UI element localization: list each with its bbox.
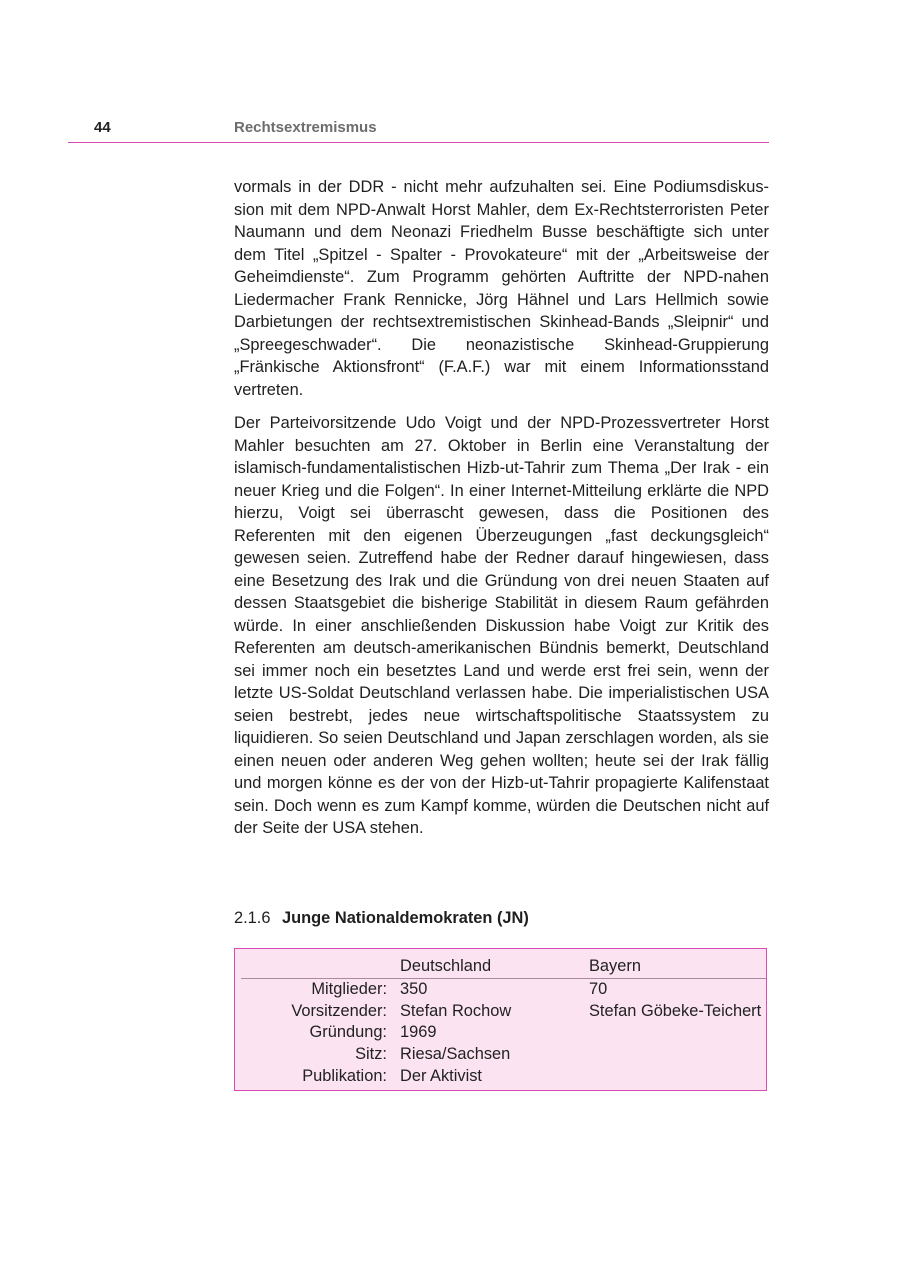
fact-table-header-row: [241, 956, 766, 978]
cell-bayern: Stefan Göbeke-Teichert: [589, 1001, 762, 1020]
cell-bayern: 70: [589, 979, 608, 998]
column-header-bayern: Bayern: [589, 956, 766, 978]
cell-deutschland: 1969: [400, 1023, 437, 1042]
cell-deutschland: Der Aktivist: [400, 1066, 482, 1085]
row-label: Mitglieder:: [311, 979, 387, 998]
row-label: Sitz:: [355, 1045, 387, 1064]
cell-bayern: [589, 1066, 766, 1088]
table-row: [241, 1044, 766, 1066]
section-number: 2.1.6: [234, 909, 271, 927]
cell-bayern: [589, 1044, 766, 1066]
row-label: Publikation:: [302, 1066, 387, 1085]
column-header-label: [241, 956, 394, 978]
running-title: Rechtsextremismus: [234, 119, 377, 136]
cell-bayern: [589, 1022, 766, 1044]
column-header-deutschland: Deutschland: [394, 956, 589, 978]
cell-deutschland: Stefan Rochow: [400, 1001, 512, 1020]
fact-box: [234, 948, 767, 1091]
row-label: Gründung:: [309, 1023, 387, 1042]
page-header: [68, 118, 769, 143]
table-row: [241, 1022, 766, 1044]
section-title: Junge Nationaldemokraten (JN): [282, 909, 529, 927]
paragraph: vormals in der DDR - nicht mehr aufzuhalten sei. Eine Podiumsdiskussion mit dem NPD-Anwalt Horst Mahler, dem Ex-Rechtsterroristen Peter Naumann und dem Neonazi Friedhelm Busse beschäftigte sich unter dem Titel „Spitzel - Spalter - Provokateure“ mit der „Arbeitsweise der Geheimdienste“. Zum Programm gehörten Auftritte der NPD-nahen Liedermacher Frank Rennicke, Jörg Hähnel und Lars Hellmich sowie Darbietungen der rechtsextremistischen Skinhead-Bands „Sleipnir“ und „Spreegeschwader“. Die neonazistische Skinhead-Gruppierung „Fränkische Aktionsfront“ (F.A.F.) war mit einem Informationsstand vertreten.: [234, 178, 769, 399]
cell-deutschland: Riesa/Sachsen: [400, 1045, 511, 1064]
section-heading: [234, 907, 529, 929]
body-text: [234, 176, 769, 851]
table-row: [241, 1001, 766, 1023]
fact-table: [241, 956, 766, 1088]
cell-deutschland: 350: [400, 979, 428, 998]
row-label: Vorsitzender:: [291, 1001, 387, 1020]
table-row: [241, 1066, 766, 1088]
page-number: 44: [94, 119, 111, 136]
table-row: [241, 978, 766, 1000]
paragraph: Der Parteivorsitzende Udo Voigt und der NPD-Prozessvertreter Horst Mahler besuchten am 27. Oktober in Berlin eine Veranstaltung der islamisch-fundamentalistischen Hizb-ut-Tahrir zum Thema „Der Irak - ein neuer Krieg und die Folgen“. In einer Internet-Mitteilung erklärte die NPD hierzu, Voigt sei überrascht gewesen, dass die Positionen des Referenten mit den eigenen Überzeugungen „fast deckungsgleich“ gewesen seien. Zutreffend habe der Redner darauf hingewiesen, dass eine Besetzung des Irak und die Gründung von drei neuen Staaten auf dessen Staatsgebiet die bisherige Stabilität in diesem Raum gefährden würde. In einer anschließenden Diskussion habe Voigt zur Kritik des Referenten am deutsch-amerikanischen Bündnis bemerkt, Deutschland sei immer noch ein besetztes Land und werde erst frei sein, wenn der letzte US-Soldat Deutschland verlassen habe. Die imperialistischen USA seien bestrebt, jedes neue wirtschaftspolitische Staatssystem zu liquidieren. So seien Deutschland und Japan zerschlagen worden, als sie einen neuen oder anderen Weg gehen wollten; heute sei der Irak fällig und morgen könne es der von der Hizb-ut-Tahrir propagierte Kalifenstaat sein. Doch wenn es zum Kampf komme, würden die Deutschen nicht auf der Seite der USA stehen.: [234, 414, 769, 837]
